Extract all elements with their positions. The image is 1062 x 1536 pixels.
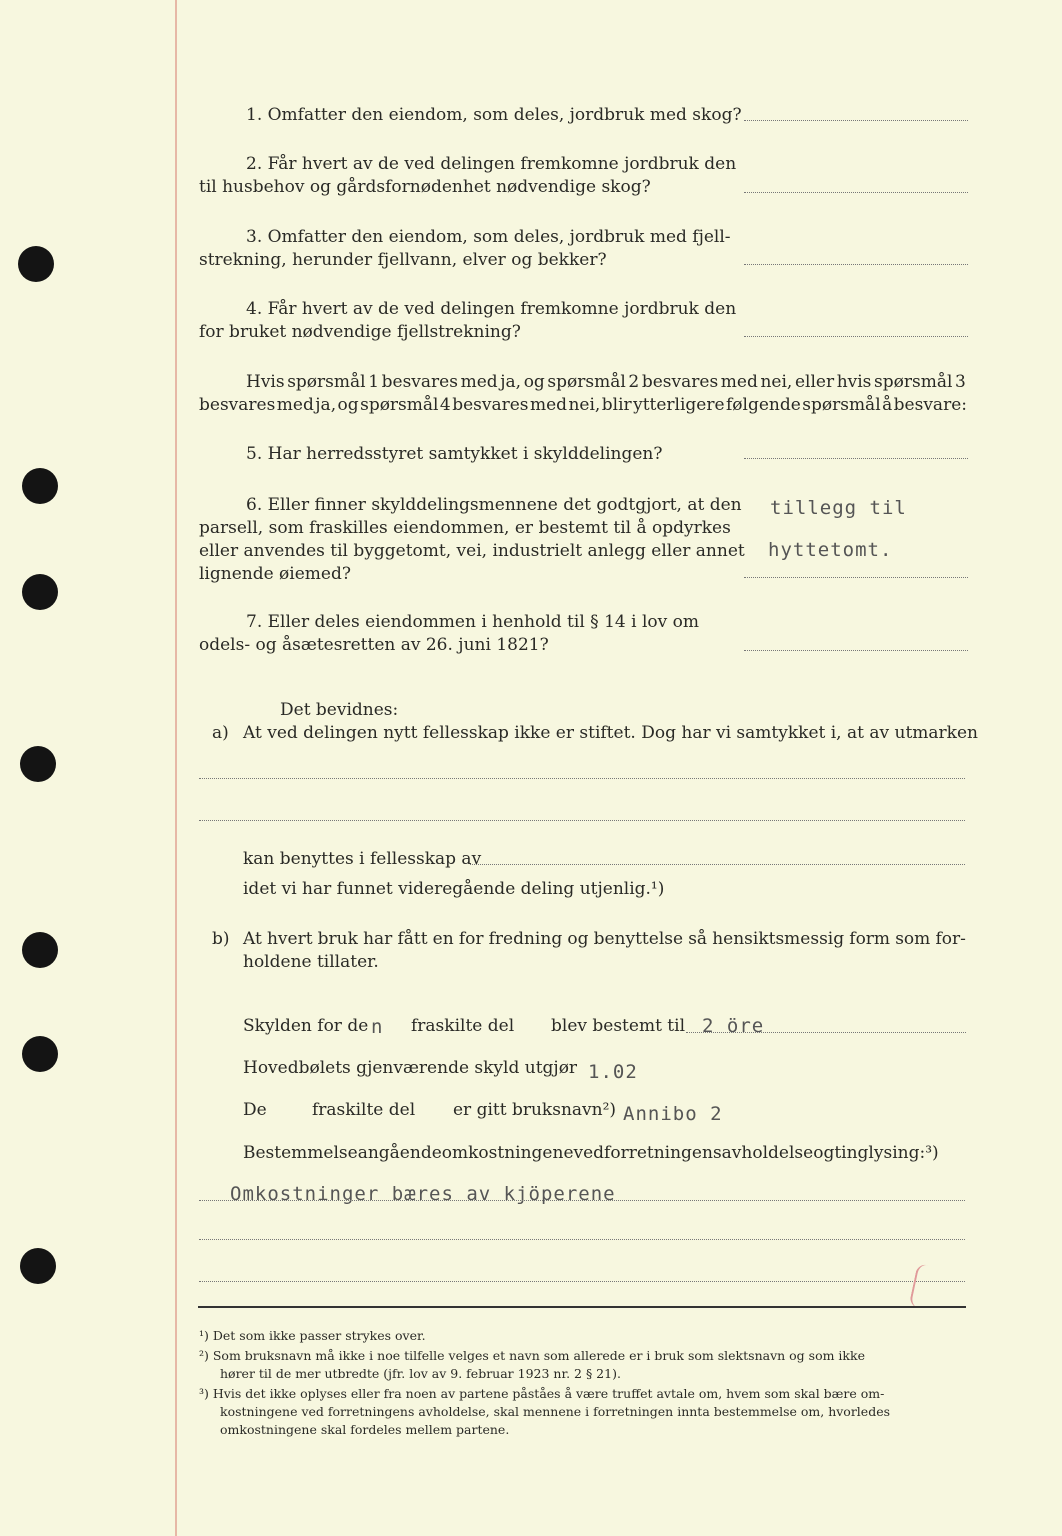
question-3-line-1: 3. Omfatter den eiendom, som deles, jordbruk med fjell- [246,227,731,247]
answer-line-1 [744,120,968,121]
fill-line [199,1200,965,1201]
punch-hole [22,1036,58,1072]
name-label-mid: fraskilte del [312,1100,416,1120]
question-2-line-2: til husbehov og gårdsfornødenhet nødvendige skog? [199,177,651,197]
item-b-line-1: At hvert bruk har fått en for fredning og benyttelse så hensiktsmessig form som for- [243,929,966,949]
punch-hole [20,1248,56,1284]
costs-label: Bestemmelse angående omkostningene ved forretningens avholdelse og tinglysing:³) [243,1143,939,1163]
footnote-rule [198,1306,966,1308]
remaining-tax-label: Hovedbølets gjenværende skyld utgjør [243,1058,578,1078]
punch-hole [22,932,58,968]
costs-value: Omkostninger bæres av kjöperene [230,1183,616,1205]
question-3-line-2: strekning, herunder fjellvann, elver og bekker? [199,250,607,270]
name-label-post: er gitt bruksnavn²) [453,1100,617,1120]
condition-line-1: Hvis spørsmål 1 besvares med ja, og spørsmål 2 besvares med nei, eller hvis spørsmål 3 [246,372,966,392]
punch-hole [20,746,56,782]
question-7-line-1: 7. Eller deles eiendommen i henhold til § 14 i lov om [246,612,699,632]
answer-line-7 [744,650,968,651]
fill-line [686,1032,966,1033]
question-7-line-2: odels- og åsætesretten av 26. juni 1821? [199,635,549,655]
answer-6-line-2: hyttetomt. [768,539,893,561]
fill-line [199,1281,965,1282]
condition-line-2: besvares med ja, og spørsmål 4 besvares med nei, blir ytterligere følgende spørsmål å besvare: [199,395,967,415]
item-b-label: b) [212,929,230,949]
name-label-pre: De [243,1100,267,1120]
tax-label-mid: fraskilte del [411,1016,515,1036]
property-name-value: Annibo 2 [623,1103,723,1125]
fill-line [470,864,965,865]
question-6-line-1: 6. Eller finner skylddelingsmennene det godtgjort, at den [246,495,742,515]
punch-hole [22,468,58,504]
fill-line [199,820,965,821]
answer-line-2 [744,192,968,193]
margin-line [175,0,177,1536]
tax-fill-n: n [371,1016,384,1038]
answer-line-5 [744,458,968,459]
footnote-3-line-2: kostningene ved forretningens avholdelse, skal mennene i forretningen innta bestemmelse om, hvorledes [220,1404,891,1419]
footnote-3-line-3: omkostningene skal fordeles mellem partene. [220,1422,510,1437]
answer-6-line-1: tillegg til [770,497,907,519]
answer-line-4 [744,336,968,337]
footnote-2-line-2: hører til de mer utbredte (jfr. lov av 9. februar 1923 nr. 2 § 21). [220,1366,621,1381]
punch-hole [22,574,58,610]
answer-line-6 [744,577,968,578]
fill-line [199,1239,965,1240]
footnote-2-line-1: ²) Som bruksnavn må ikke i noe tilfelle velges et navn som allerede er i bruk som slektsnavn og som ikke [199,1348,865,1363]
remaining-tax-value: 1.02 [588,1061,638,1083]
question-5: 5. Har herredsstyret samtykket i skylddelingen? [246,444,663,464]
question-6-line-3: eller anvendes til byggetomt, vei, industrielt anlegg eller annet [199,541,745,561]
shared-use-label: kan benyttes i fellesskap av [243,849,482,869]
tax-value: 2 öre [702,1015,765,1037]
item-a-text: At ved delingen nytt fellesskap ikke er stiftet. Dog har vi samtykket i, at av utmarken [243,723,978,743]
item-b-line-2: holdene tillater. [243,952,379,972]
question-4-line-2: for bruket nødvendige fjellstrekning? [199,322,521,342]
question-6-line-4: lignende øiemed? [199,564,351,584]
question-2-line-1: 2. Får hvert av de ved delingen fremkomne jordbruk den [246,154,737,174]
footnote-1: ¹) Det som ikke passer strykes over. [199,1328,426,1343]
tax-label-post: blev bestemt til [551,1016,686,1036]
answer-line-3 [744,264,968,265]
question-1: 1. Omfatter den eiendom, som deles, jordbruk med skog? [246,105,742,125]
fill-line [199,778,965,779]
certification-heading: Det bevidnes: [280,700,399,720]
footnote-3-line-1: ³) Hvis det ikke oplyses eller fra noen av partene påståes å være truffet avtale om, hvem som skal bære om- [199,1386,885,1401]
pen-mark [909,1263,932,1309]
question-4-line-1: 4. Får hvert av de ved delingen fremkomne jordbruk den [246,299,737,319]
item-a-label: a) [212,723,229,743]
tax-label-pre: Skylden for de [243,1016,369,1036]
question-6-line-2: parsell, som fraskilles eiendommen, er bestemt til å opdyrkes [199,518,731,538]
punch-hole [18,246,54,282]
reason-text: idet vi har funnet videregående deling utjenlig.¹) [243,879,665,899]
